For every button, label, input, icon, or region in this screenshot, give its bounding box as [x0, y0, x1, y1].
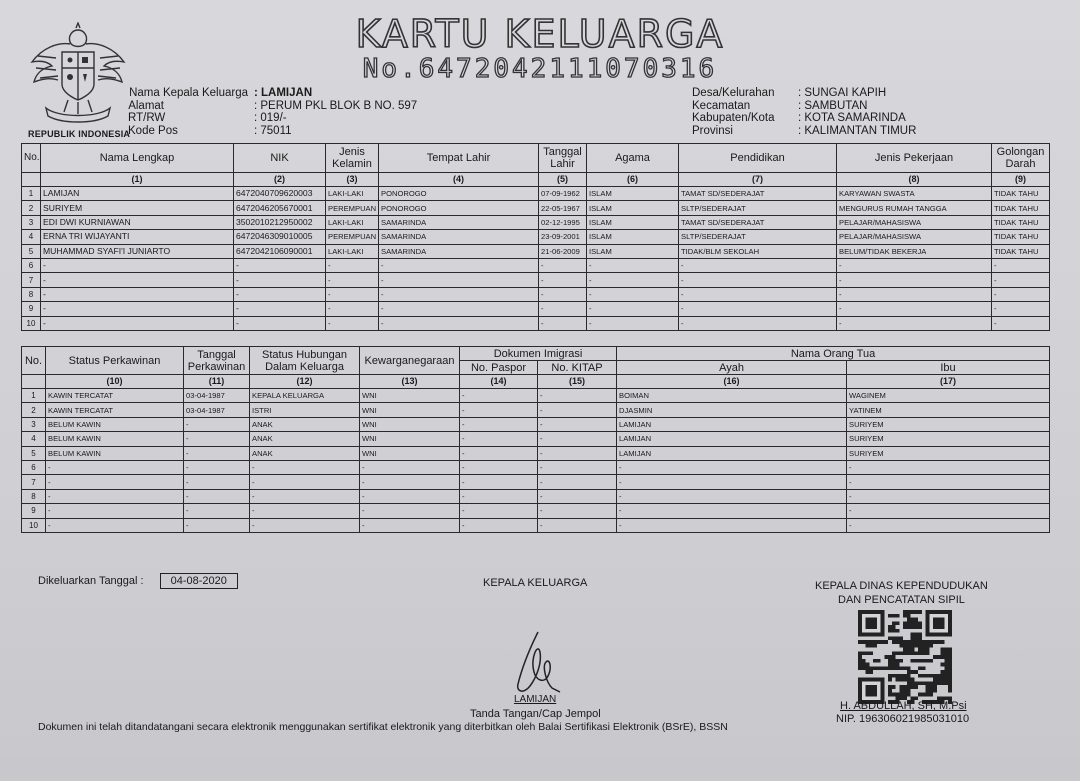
col-header-golongan-darah: Golongan Darah — [992, 144, 1050, 173]
col-header-tanggal-perkawinan: Tanggal Perkawinan — [184, 347, 250, 375]
cell-nik: 6472042106090001 — [234, 244, 326, 258]
cell-no: 3 — [22, 417, 46, 431]
cell-ibu: SURIYEM — [847, 432, 1050, 446]
col-header-ayah: Ayah — [617, 361, 847, 375]
cell-agama: - — [587, 258, 679, 272]
col-header-tempat-lahir: Tempat Lahir — [379, 144, 539, 173]
header-value: : SUNGAI KAPIH — [798, 87, 887, 99]
column-index: (13) — [360, 375, 460, 389]
table-row — [22, 230, 1050, 244]
cell-agama: - — [587, 302, 679, 316]
column-index: (12) — [250, 375, 360, 389]
cell-no: 10 — [22, 316, 41, 330]
cell-kewarganegaraan: WNI — [360, 446, 460, 460]
cell-tanggal-perkawinan: - — [184, 475, 250, 489]
header-value: : SAMBUTAN — [798, 99, 868, 112]
col-header-nik: NIK — [234, 144, 326, 173]
cell-nik: - — [234, 273, 326, 287]
header-row — [128, 112, 417, 125]
cell-kewarganegaraan: - — [360, 518, 460, 532]
column-index-row — [22, 173, 1050, 187]
col-header-jenis-pekerjaan: Jenis Pekerjaan — [837, 144, 992, 173]
cell-tempat-lahir: PONOROGO — [379, 201, 539, 215]
cell-no: 5 — [22, 446, 46, 460]
column-index: (3) — [326, 173, 379, 187]
cell-golongan-darah: - — [992, 287, 1050, 301]
cell-jenis-pekerjaan: - — [837, 287, 992, 301]
header-value: : 75011 — [254, 124, 292, 137]
cell-agama: - — [587, 287, 679, 301]
cell-status-hubungan: ANAK — [250, 417, 360, 431]
cell-status-perkawinan: KAWIN TERCATAT — [46, 389, 184, 403]
cell-tanggal-lahir: - — [539, 316, 587, 330]
cell-no: 2 — [22, 403, 46, 417]
cell-ibu: - — [847, 518, 1050, 532]
cell-status-hubungan: - — [250, 475, 360, 489]
cell-pendidikan: - — [679, 316, 837, 330]
cell-no: 10 — [22, 518, 46, 532]
issued-date: 04-08-2020 — [160, 573, 238, 589]
cell-ayah: - — [617, 518, 847, 532]
cell-tanggal-lahir: - — [539, 302, 587, 316]
cell-ibu: - — [847, 460, 1050, 474]
cell-no: 5 — [22, 244, 41, 258]
cell-tempat-lahir: - — [379, 258, 539, 272]
header-info-right — [692, 87, 916, 137]
cell-status-hubungan: ANAK — [250, 446, 360, 460]
cell-status-perkawinan: - — [46, 460, 184, 474]
cell-status-perkawinan: BELUM KAWIN — [46, 432, 184, 446]
cell-no: 6 — [22, 258, 41, 272]
cell-golongan-darah: TIDAK TAHU — [992, 187, 1050, 201]
cell-ayah: LAMIJAN — [617, 446, 847, 460]
e-signature-disclaimer: Dokumen ini telah ditandatangani secara elektronik menggunakan sertifikat elektronik yang diterbitkan oleh Balai Sertifikasi Elektronik (BSrE), BSSN — [38, 721, 728, 733]
cell-tanggal-perkawinan: - — [184, 432, 250, 446]
header-value: : PERUM PKL BLOK B NO. 597 — [254, 99, 418, 112]
cell-ayah: - — [617, 504, 847, 518]
table-row — [22, 518, 1050, 532]
cell-kewarganegaraan: - — [360, 460, 460, 474]
table-row — [22, 287, 1050, 301]
col-header-agama: Agama — [587, 144, 679, 173]
cell-jenis-pekerjaan: - — [837, 258, 992, 272]
cell-pendidikan: - — [679, 273, 837, 287]
cell-golongan-darah: - — [992, 316, 1050, 330]
cell-ibu: SURIYEM — [847, 417, 1050, 431]
cell-ibu: WAGINEM — [847, 389, 1050, 403]
cell-golongan-darah: TIDAK TAHU — [992, 201, 1050, 215]
emblem-label: REPUBLIK INDONESIA — [28, 129, 131, 139]
table-row — [22, 215, 1050, 229]
cell-agama: ISLAM — [587, 230, 679, 244]
issued-date-row — [38, 573, 238, 589]
header-value: : KALIMANTAN TIMUR — [798, 124, 917, 137]
column-index: (14) — [460, 375, 538, 389]
cell-agama: - — [587, 316, 679, 330]
column-index: (16) — [617, 375, 847, 389]
column-index — [22, 173, 41, 187]
cell-golongan-darah: TIDAK TAHU — [992, 215, 1050, 229]
cell-no-paspor: - — [460, 489, 538, 503]
cell-nama-lengkap: SURIYEM — [41, 201, 234, 215]
cell-tanggal-perkawinan: 03-04-1987 — [184, 389, 250, 403]
table-row — [22, 489, 1050, 503]
cell-ibu: - — [847, 504, 1050, 518]
family-members-table — [21, 143, 1050, 331]
cell-kewarganegaraan: WNI — [360, 432, 460, 446]
cell-jenis-pekerjaan: - — [837, 316, 992, 330]
cell-nama-lengkap: ERNA TRI WIJAYANTI — [41, 230, 234, 244]
document-number: No.6472042111070316 — [362, 54, 718, 84]
cell-jenis-kelamin: - — [326, 316, 379, 330]
cell-no-kitap: - — [538, 446, 617, 460]
document-title: KARTU KELUARGA — [355, 12, 725, 56]
cell-jenis-kelamin: LAKI-LAKI — [326, 215, 379, 229]
cell-tempat-lahir: PONOROGO — [379, 187, 539, 201]
cell-tempat-lahir: SAMARINDA — [379, 244, 539, 258]
cell-tanggal-perkawinan: - — [184, 489, 250, 503]
col-header-status-hubungan: Status Hubungan Dalam Keluarga — [250, 347, 360, 375]
cell-no-kitap: - — [538, 489, 617, 503]
cell-status-perkawinan: KAWIN TERCATAT — [46, 403, 184, 417]
col-header-ibu: Ibu — [847, 361, 1050, 375]
cell-no: 2 — [22, 201, 41, 215]
header-label: Kecamatan — [692, 99, 751, 112]
cell-no-kitap: - — [538, 518, 617, 532]
column-index: (4) — [379, 173, 539, 187]
cell-no-paspor: - — [460, 403, 538, 417]
cell-jenis-pekerjaan: - — [837, 302, 992, 316]
cell-jenis-pekerjaan: PELAJAR/MAHASISWA — [837, 230, 992, 244]
cell-status-perkawinan: - — [46, 475, 184, 489]
col-header-no: No. — [22, 144, 41, 173]
table-header-row — [22, 144, 1050, 173]
cell-pendidikan: - — [679, 302, 837, 316]
head-title: KEPALA KELUARGA — [483, 577, 588, 589]
table-row — [22, 389, 1050, 403]
column-index: (6) — [587, 173, 679, 187]
table-row — [22, 244, 1050, 258]
signature-caption: Tanda Tangan/Cap Jempol — [470, 708, 601, 720]
cell-jenis-kelamin: - — [326, 302, 379, 316]
cell-nik: 6472046309010005 — [234, 230, 326, 244]
header-label: RT/RW — [128, 112, 166, 124]
header-label: Provinsi — [692, 124, 733, 137]
header-label: Nama Kepala Keluarga — [129, 87, 248, 99]
cell-jenis-pekerjaan: - — [837, 273, 992, 287]
column-index: (1) — [41, 173, 234, 187]
cell-agama: ISLAM — [587, 201, 679, 215]
cell-agama: ISLAM — [587, 215, 679, 229]
cell-tanggal-perkawinan: - — [184, 446, 250, 460]
cell-no: 3 — [22, 215, 41, 229]
cell-ibu: SURIYEM — [847, 446, 1050, 460]
qr-code-icon — [858, 610, 952, 704]
header-label: Kode Pos — [128, 124, 178, 137]
cell-kewarganegaraan: WNI — [360, 389, 460, 403]
cell-pendidikan: SLTP/SEDERAJAT — [679, 230, 837, 244]
table-row — [22, 432, 1050, 446]
col-header-paspor: No. Paspor — [460, 361, 538, 375]
col-header-pendidikan: Pendidikan — [679, 144, 837, 173]
cell-status-perkawinan: BELUM KAWIN — [46, 446, 184, 460]
cell-golongan-darah: TIDAK TAHU — [992, 244, 1050, 258]
cell-no-kitap: - — [538, 403, 617, 417]
cell-ayah: - — [617, 489, 847, 503]
col-header-tanggal-lahir: Tanggal Lahir — [539, 144, 587, 173]
cell-ayah: LAMIJAN — [617, 432, 847, 446]
cell-ibu: - — [847, 489, 1050, 503]
agency-line-1: KEPALA DINAS KEPENDUDUKAN — [815, 580, 988, 592]
cell-jenis-pekerjaan: BELUM/TIDAK BEKERJA — [837, 244, 992, 258]
col-header-kewarganegaraan: Kewarganegaraan — [360, 347, 460, 375]
cell-status-hubungan: KEPALA KELUARGA — [250, 389, 360, 403]
table-row — [22, 258, 1050, 272]
table-row — [22, 475, 1050, 489]
column-index: (5) — [539, 173, 587, 187]
cell-pendidikan: - — [679, 258, 837, 272]
cell-no: 4 — [22, 230, 41, 244]
cell-pendidikan: SLTP/SEDERAJAT — [679, 201, 837, 215]
column-index: (7) — [679, 173, 837, 187]
col-header-no: No. — [22, 347, 46, 375]
cell-tanggal-perkawinan: - — [184, 460, 250, 474]
cell-status-perkawinan: - — [46, 489, 184, 503]
cell-nik: 6472040709620003 — [234, 187, 326, 201]
col-header-dokumen-imigrasi: Dokumen Imigrasi — [460, 347, 617, 361]
cell-pendidikan: TAMAT SD/SEDERAJAT — [679, 215, 837, 229]
column-index: (17) — [847, 375, 1050, 389]
cell-tanggal-perkawinan: - — [184, 417, 250, 431]
cell-no-kitap: - — [538, 432, 617, 446]
cell-nik: 3502010212950002 — [234, 215, 326, 229]
table-row — [22, 446, 1050, 460]
cell-status-hubungan: - — [250, 504, 360, 518]
cell-kewarganegaraan: - — [360, 475, 460, 489]
table-row — [22, 302, 1050, 316]
official-nip: NIP. 196306021985031010 — [836, 713, 970, 725]
column-index: (10) — [46, 375, 184, 389]
cell-pendidikan: - — [679, 287, 837, 301]
cell-nik: - — [234, 316, 326, 330]
cell-no-paspor: - — [460, 460, 538, 474]
cell-nama-lengkap: - — [41, 302, 234, 316]
cell-no: 8 — [22, 287, 41, 301]
cell-jenis-kelamin: LAKI-LAKI — [326, 187, 379, 201]
cell-no: 6 — [22, 460, 46, 474]
column-index: (15) — [538, 375, 617, 389]
cell-kewarganegaraan: - — [360, 504, 460, 518]
cell-tanggal-perkawinan: - — [184, 504, 250, 518]
column-index-row — [22, 375, 1050, 389]
cell-no-kitap: - — [538, 460, 617, 474]
column-index — [22, 375, 46, 389]
cell-nama-lengkap: - — [41, 273, 234, 287]
header-value: : LAMIJAN — [254, 87, 313, 99]
cell-nik: - — [234, 287, 326, 301]
cell-tempat-lahir: - — [379, 316, 539, 330]
cell-jenis-kelamin: - — [326, 273, 379, 287]
header-row — [128, 125, 417, 138]
cell-pendidikan: TAMAT SD/SEDERAJAT — [679, 187, 837, 201]
table-row — [22, 187, 1050, 201]
cell-nik: - — [234, 302, 326, 316]
cell-agama: ISLAM — [587, 187, 679, 201]
cell-tempat-lahir: - — [379, 302, 539, 316]
cell-jenis-pekerjaan: MENGURUS RUMAH TANGGA — [837, 201, 992, 215]
cell-jenis-kelamin: PEREMPUAN — [326, 230, 379, 244]
agency-line-2: DAN PENCATATAN SIPIL — [838, 594, 965, 606]
cell-no-paspor: - — [460, 417, 538, 431]
table-header-row — [22, 347, 1050, 361]
cell-kewarganegaraan: - — [360, 489, 460, 503]
marital-parent-table — [21, 346, 1050, 533]
official-name: H. ABDULLAH, SH, M.Psi — [840, 700, 967, 712]
cell-jenis-kelamin: - — [326, 287, 379, 301]
col-header-nama-lengkap: Nama Lengkap — [41, 144, 234, 173]
cell-no-paspor: - — [460, 446, 538, 460]
header-label: Alamat — [128, 99, 164, 112]
cell-agama: ISLAM — [587, 244, 679, 258]
cell-nama-lengkap: LAMIJAN — [41, 187, 234, 201]
cell-no-kitap: - — [538, 417, 617, 431]
cell-tanggal-lahir: 21-06-2009 — [539, 244, 587, 258]
cell-ibu: - — [847, 475, 1050, 489]
col-header-jenis-kelamin: Jenis Kelamin — [326, 144, 379, 173]
cell-jenis-kelamin: PEREMPUAN — [326, 201, 379, 215]
cell-agama: - — [587, 273, 679, 287]
column-index: (11) — [184, 375, 250, 389]
cell-no-paspor: - — [460, 475, 538, 489]
table-row — [22, 201, 1050, 215]
cell-tanggal-lahir: 23-09-2001 — [539, 230, 587, 244]
header-value: : KOTA SAMARINDA — [798, 112, 906, 124]
cell-no-kitap: - — [538, 504, 617, 518]
cell-nama-lengkap: EDI DWI KURNIAWAN — [41, 215, 234, 229]
column-index: (9) — [992, 173, 1050, 187]
column-index: (2) — [234, 173, 326, 187]
cell-no-paspor: - — [460, 389, 538, 403]
cell-golongan-darah: - — [992, 258, 1050, 272]
cell-status-perkawinan: - — [46, 504, 184, 518]
issued-label: Dikeluarkan Tanggal : — [38, 575, 144, 587]
cell-tanggal-perkawinan: - — [184, 518, 250, 532]
head-name: LAMIJAN — [514, 694, 557, 705]
cell-no: 7 — [22, 273, 41, 287]
cell-tanggal-perkawinan: 03-04-1987 — [184, 403, 250, 417]
cell-no-paspor: - — [460, 432, 538, 446]
cell-tempat-lahir: - — [379, 287, 539, 301]
cell-tanggal-lahir: - — [539, 287, 587, 301]
header-value: : 019/- — [254, 112, 287, 124]
cell-status-hubungan: ISTRI — [250, 403, 360, 417]
cell-nik: - — [234, 258, 326, 272]
col-header-kitap: No. KITAP — [538, 361, 617, 375]
cell-ibu: YATINEM — [847, 403, 1050, 417]
cell-no: 1 — [22, 187, 41, 201]
cell-tanggal-lahir: 22-05-1967 — [539, 201, 587, 215]
cell-no-paspor: - — [460, 518, 538, 532]
cell-status-hubungan: - — [250, 489, 360, 503]
cell-status-hubungan: - — [250, 460, 360, 474]
header-label: Desa/Kelurahan — [692, 87, 775, 99]
cell-status-hubungan: ANAK — [250, 432, 360, 446]
header-row — [692, 87, 916, 100]
cell-nama-lengkap: - — [41, 287, 234, 301]
header-row — [692, 125, 916, 138]
cell-status-hubungan: - — [250, 518, 360, 532]
cell-jenis-pekerjaan: KARYAWAN SWASTA — [837, 187, 992, 201]
cell-golongan-darah: - — [992, 302, 1050, 316]
cell-nama-lengkap: MUHAMMAD SYAFI'I JUNIARTO — [41, 244, 234, 258]
col-header-status-perkawinan: Status Perkawinan — [46, 347, 184, 375]
cell-jenis-pekerjaan: PELAJAR/MAHASISWA — [837, 215, 992, 229]
cell-no-paspor: - — [460, 504, 538, 518]
cell-tanggal-lahir: - — [539, 258, 587, 272]
table-row — [22, 273, 1050, 287]
header-row — [692, 112, 916, 125]
cell-nik: 6472046205670001 — [234, 201, 326, 215]
cell-no-kitap: - — [538, 475, 617, 489]
cell-no: 9 — [22, 504, 46, 518]
cell-no: 4 — [22, 432, 46, 446]
cell-no: 7 — [22, 475, 46, 489]
signature-icon — [500, 628, 570, 704]
cell-no: 1 — [22, 389, 46, 403]
cell-status-perkawinan: - — [46, 518, 184, 532]
table-row — [22, 403, 1050, 417]
cell-golongan-darah: TIDAK TAHU — [992, 230, 1050, 244]
cell-tempat-lahir: SAMARINDA — [379, 230, 539, 244]
table-row — [22, 316, 1050, 330]
header-row — [128, 100, 417, 113]
cell-pendidikan: TIDAK/BLM SEKOLAH — [679, 244, 837, 258]
cell-tanggal-lahir: 02-12-1995 — [539, 215, 587, 229]
cell-ayah: LAMIJAN — [617, 417, 847, 431]
cell-no-kitap: - — [538, 389, 617, 403]
header-info-left — [128, 87, 417, 137]
cell-no: 8 — [22, 489, 46, 503]
col-header-nama-orang-tua: Nama Orang Tua — [617, 347, 1050, 361]
table-row — [22, 417, 1050, 431]
cell-jenis-kelamin: - — [326, 258, 379, 272]
cell-tempat-lahir: SAMARINDA — [379, 215, 539, 229]
cell-ayah: - — [617, 460, 847, 474]
cell-tempat-lahir: - — [379, 273, 539, 287]
column-index: (8) — [837, 173, 992, 187]
table-row — [22, 504, 1050, 518]
cell-tanggal-lahir: 07-09-1962 — [539, 187, 587, 201]
cell-nama-lengkap: - — [41, 258, 234, 272]
cell-kewarganegaraan: WNI — [360, 403, 460, 417]
cell-jenis-kelamin: LAKI-LAKI — [326, 244, 379, 258]
header-row — [128, 87, 417, 100]
table-row — [22, 460, 1050, 474]
cell-ayah: DJASMIN — [617, 403, 847, 417]
cell-ayah: - — [617, 475, 847, 489]
header-label: Kabupaten/Kota — [692, 112, 775, 124]
cell-status-perkawinan: BELUM KAWIN — [46, 417, 184, 431]
header-row — [692, 100, 916, 113]
cell-ayah: BOIMAN — [617, 389, 847, 403]
cell-tanggal-lahir: - — [539, 273, 587, 287]
cell-kewarganegaraan: WNI — [360, 417, 460, 431]
cell-nama-lengkap: - — [41, 316, 234, 330]
cell-no: 9 — [22, 302, 41, 316]
cell-golongan-darah: - — [992, 273, 1050, 287]
